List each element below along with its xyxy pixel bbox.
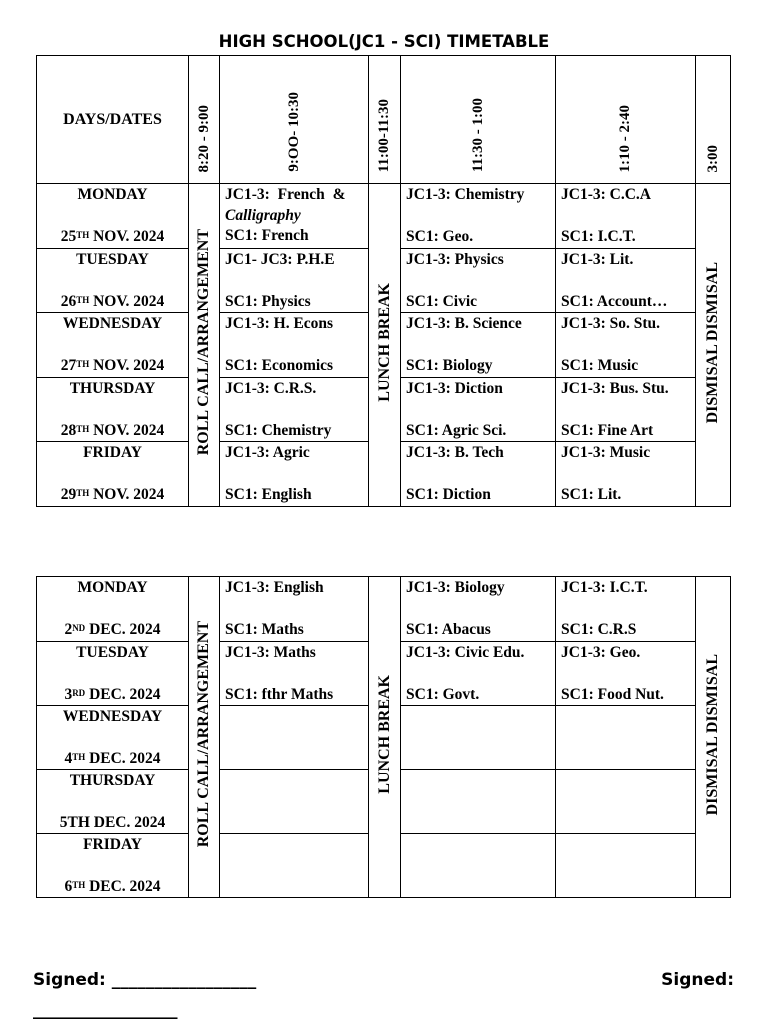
signed-right: Signed: [661,970,734,990]
day-cell: FRIDAY 6TH DEC. 2024 [37,834,189,898]
timetable-week2 [36,576,731,898]
period-1-cell: JC1-3: H. Econs SC1: Economics [220,313,369,378]
signed-left: Signed: _________________ [33,970,257,990]
period-2-cell: JC1-3: Chemistry SC1: Geo. [401,184,556,249]
day-cell: MONDAY 25TH NOV. 2024 [37,184,189,249]
period-2-cell: JC1-3: Biology SC1: Abacus [401,577,556,642]
table-row [37,184,731,249]
period-1-cell [220,770,369,834]
period-3-cell: JC1-3: So. Stu. SC1: Music [556,313,696,378]
period-3-cell: JC1-3: Geo. SC1: Food Nut. [556,641,696,706]
day-cell: TUESDAY 3RD DEC. 2024 [37,641,189,706]
time-header-6: 3:00 [696,56,731,184]
period-3-cell: JC1-3: I.C.T. SC1: C.R.S [556,577,696,642]
roll-call-cell: ROLL CALL/ARRANGEMENT [189,184,220,507]
time-header-4: 11:30 - 1:00 [401,56,556,184]
period-2-cell [401,770,556,834]
lunch-break-cell: LUNCH BREAK [369,184,401,507]
period-2-cell: JC1-3: Civic Edu. SC1: Govt. [401,641,556,706]
period-3-cell [556,770,696,834]
time-header-2: 9:OO- 10:30 [220,56,369,184]
roll-call-cell: ROLL CALL/ARRANGEMENT [189,577,220,898]
period-3-cell: JC1-3: Bus. Stu. SC1: Fine Art [556,377,696,442]
period-2-cell: JC1-3: Physics SC1: Civic [401,248,556,313]
period-3-cell: JC1-3: C.C.A SC1: I.C.T. [556,184,696,249]
day-cell: THURSDAY 28TH NOV. 2024 [37,377,189,442]
days-dates-header: DAYS/DATES [37,56,189,184]
dismissal-cell: DISMISAL DISMISAL [696,184,731,507]
period-1-cell: JC1-3: C.R.S. SC1: Chemistry [220,377,369,442]
day-cell: WEDNESDAY 4TH DEC. 2024 [37,706,189,770]
period-1-cell [220,834,369,898]
period-2-cell [401,706,556,770]
time-header-5: 1:10 - 2:40 [556,56,696,184]
signature-line: _________________ [33,1000,178,1020]
period-3-cell [556,834,696,898]
time-header-1: 8:20 - 9:00 [189,56,220,184]
period-2-cell [401,834,556,898]
period-3-cell: JC1-3: Music SC1: Lit. [556,442,696,507]
day-cell: THURSDAY 5TH DEC. 2024 [37,770,189,834]
period-3-cell: JC1-3: Lit. SC1: Account… [556,248,696,313]
period-2-cell: JC1-3: B. Science SC1: Biology [401,313,556,378]
period-3-cell [556,706,696,770]
period-1-cell: JC1-3: Agric SC1: English [220,442,369,507]
day-cell: MONDAY 2ND DEC. 2024 [37,577,189,642]
period-1-cell: JC1-3: English SC1: Maths [220,577,369,642]
period-1-cell [220,706,369,770]
period-1-cell: JC1- JC3: P.H.E SC1: Physics [220,248,369,313]
period-1-cell: JC1-3: Maths SC1: fthr Maths [220,641,369,706]
time-header-3: 11:00-11:30 [369,56,401,184]
lunch-break-cell: LUNCH BREAK [369,577,401,898]
document-title: HIGH SCHOOL(JC1 - SCI) TIMETABLE [218,32,550,51]
day-cell: TUESDAY 26TH NOV. 2024 [37,248,189,313]
header-row [37,56,731,184]
period-1-cell: JC1-3: French & Calligraphy SC1: French [220,184,369,249]
table-row [37,577,731,642]
timetable-week1 [36,55,731,507]
day-cell: WEDNESDAY 27TH NOV. 2024 [37,313,189,378]
period-2-cell: JC1-3: B. Tech SC1: Diction [401,442,556,507]
period-2-cell: JC1-3: Diction SC1: Agric Sci. [401,377,556,442]
dismissal-cell: DISMISAL DISMISAL [696,577,731,898]
day-cell: FRIDAY 29TH NOV. 2024 [37,442,189,507]
